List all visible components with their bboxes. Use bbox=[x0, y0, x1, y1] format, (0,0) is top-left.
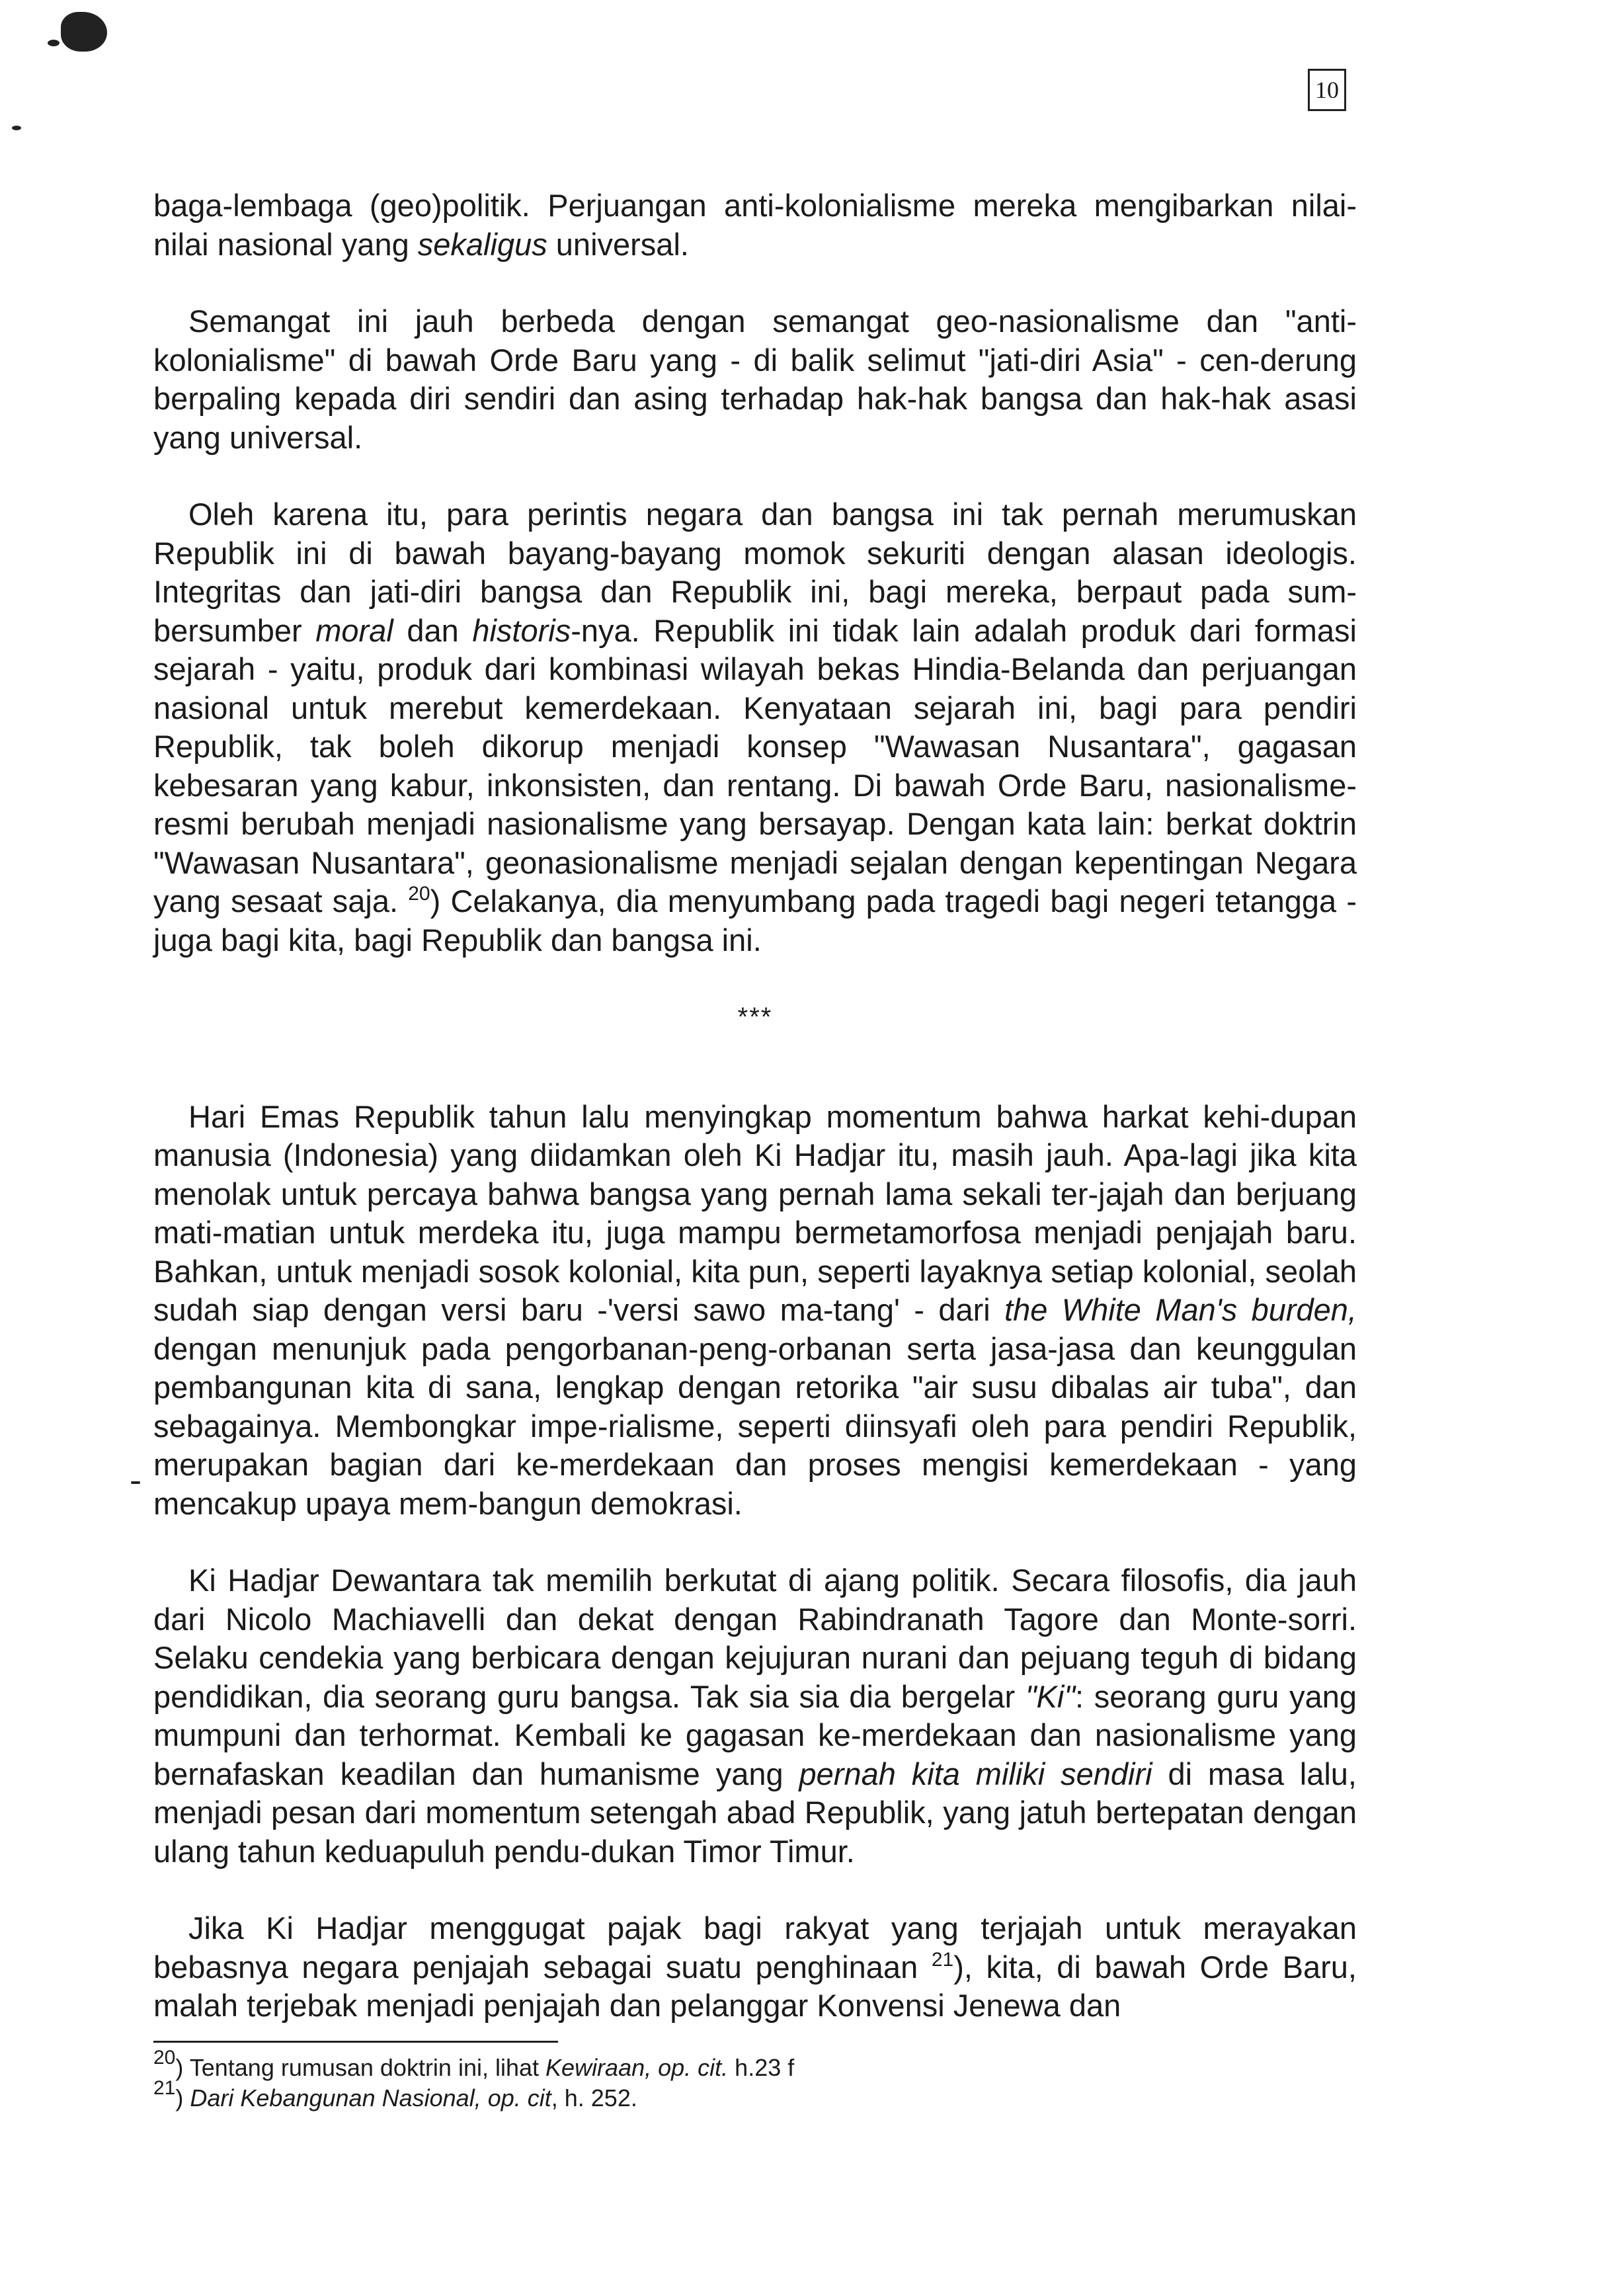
scan-speck bbox=[48, 40, 60, 46]
scan-speck bbox=[12, 126, 21, 130]
paragraph-3: Oleh karena itu, para perintis negara dan bangsa ini tak pernah merumuskan Republik ini di bawah bayang-bayang momok sekuriti dengan alasan ideologis. Integritas dan jati-diri bangsa dan Republik ini, bagi mereka, berpaut pada sum-bersumber moral dan historis-nya. Republik ini tidak lain adalah produk dari formasi sejarah - yaitu, produk dari kombinasi wilayah bekas Hindia-Belanda dan perjuangan nasional untuk merebut kemerdekaan. Kenyataan sejarah ini, bagi para pendiri Republik, tak boleh dikorup menjadi konsep "Wawasan Nusantara", gagasan kebesaran yang kabur, inkonsisten, dan rentang. Di bawah Orde Baru, nasionalisme-resmi berubah menjadi nasionalisme yang bersayap. Dengan kata lain: berkat doktrin "Wawasan Nusantara", geonasionalisme menjadi sejalan dengan kepentingan Negara yang sesaat saja. $^{20}$) Celakanya, dia menyumbang pada tragedi bagi negeri tetangga - juga bagi kita, bagi Republik dan bangsa ini. bbox=[153, 497, 1357, 958]
footnote-divider bbox=[153, 2041, 558, 2043]
footnote-21: $^{21}$) Dari Kebangunan Nasional, op. cit, h. 252. bbox=[153, 2077, 637, 2112]
footnote-ref-20: 20 bbox=[408, 883, 430, 905]
page-number: 10 bbox=[1308, 69, 1346, 111]
footnote-20: $^{20}$) Tentang rumusan doktrin ini, lihat Kewiraan, op. cit. h.23 f bbox=[153, 2047, 795, 2081]
paragraph-6: Jika Ki Hadjar menggugat pajak bagi rakyat yang terjajah untuk merayakan bebasnya negara penjajah sebagai suatu penghinaan $^{21}$), kita, di bawah Orde Baru, malah terjebak menjadi penjajah dan pelanggar Konvensi Jenewa dan bbox=[153, 1910, 1357, 2023]
main-text bbox=[153, 186, 1357, 2064]
paragraph-4: Hari Emas Republik tahun lalu menyingkap momentum bahwa harkat kehi-dupan manusia (Indonesia) yang diidamkan oleh Ki Hadjar itu, masih jauh. Apa-lagi jika kita menolak untuk percaya bahwa bangsa yang pernah lama sekali ter-jajah dan berjuang mati-matian untuk merdeka itu, juga mampu bermetamorfosa menjadi penjajah baru. Bahkan, untuk menjadi sosok kolonial, kita pun, seperti layaknya setiap kolonial, seolah sudah siap dengan versi baru -'versi sawo ma-tang' - dari the White Man's burden, dengan menunjuk pada pengorbanan-peng-orbanan serta jasa-jasa dan keunggulan pembangunan kita di sana, lengkap dengan retorika "air susu dibalas air tuba", dan sebagainya. Membongkar impe-rialisme, seperti diinsyafi oleh para pendiri Republik, merupakan bagian dari ke-merdekaan dan proses mengisi kemerdekaan - yang mencakup upaya mem-bangun demokrasi. bbox=[153, 1098, 1357, 1521]
footnote-ref-21: 21 bbox=[931, 1948, 954, 1971]
paragraph-5: Ki Hadjar Dewantara tak memilih berkutat di ajang politik. Secara filosofis, dia jauh dari Nicolo Machiavelli dan dekat dengan Rabindranath Tagore dan Monte-sorri. Selaku cendekia yang berbicara dengan kejujuran nurani dan pejuang teguh di bidang pendidikan, dia seorang guru bangsa. Tak sia sia dia bergelar "Ki": seorang guru yang mumpuni dan terhormat. Kembali ke gagasan ke-merdekaan dan nasionalisme yang bernafaskan keadilan dan humanisme yang pernah kita miliki sendiri di masa lalu, menjadi pesan dari momentum setengah abad Republik, yang jatuh bertepatan dengan ulang tahun keduapuluh pendu-dukan Timor Timur. bbox=[153, 1563, 1357, 1869]
section-separator: *** bbox=[737, 1003, 773, 1032]
footnotes bbox=[153, 2047, 1079, 2113]
paragraph-2: Semangat ini jauh berbeda dengan semangat geo-nasionalisme dan "anti-kolonialisme" di bawah Orde Baru yang - di balik selimut "jati-diri Asia" - cen-derung berpaling kepada diri sendiri dan asing terhadap hak-hak bangsa dan hak-hak asasi yang universal. bbox=[153, 304, 1357, 455]
paragraph-1: baga-lembaga (geo)politik. Perjuangan anti-kolonialisme mereka mengibarkan nilai-nilai nasional yang sekaligus universal. bbox=[153, 188, 1357, 262]
scan-speck bbox=[61, 12, 107, 52]
scan-speck bbox=[131, 1481, 140, 1484]
